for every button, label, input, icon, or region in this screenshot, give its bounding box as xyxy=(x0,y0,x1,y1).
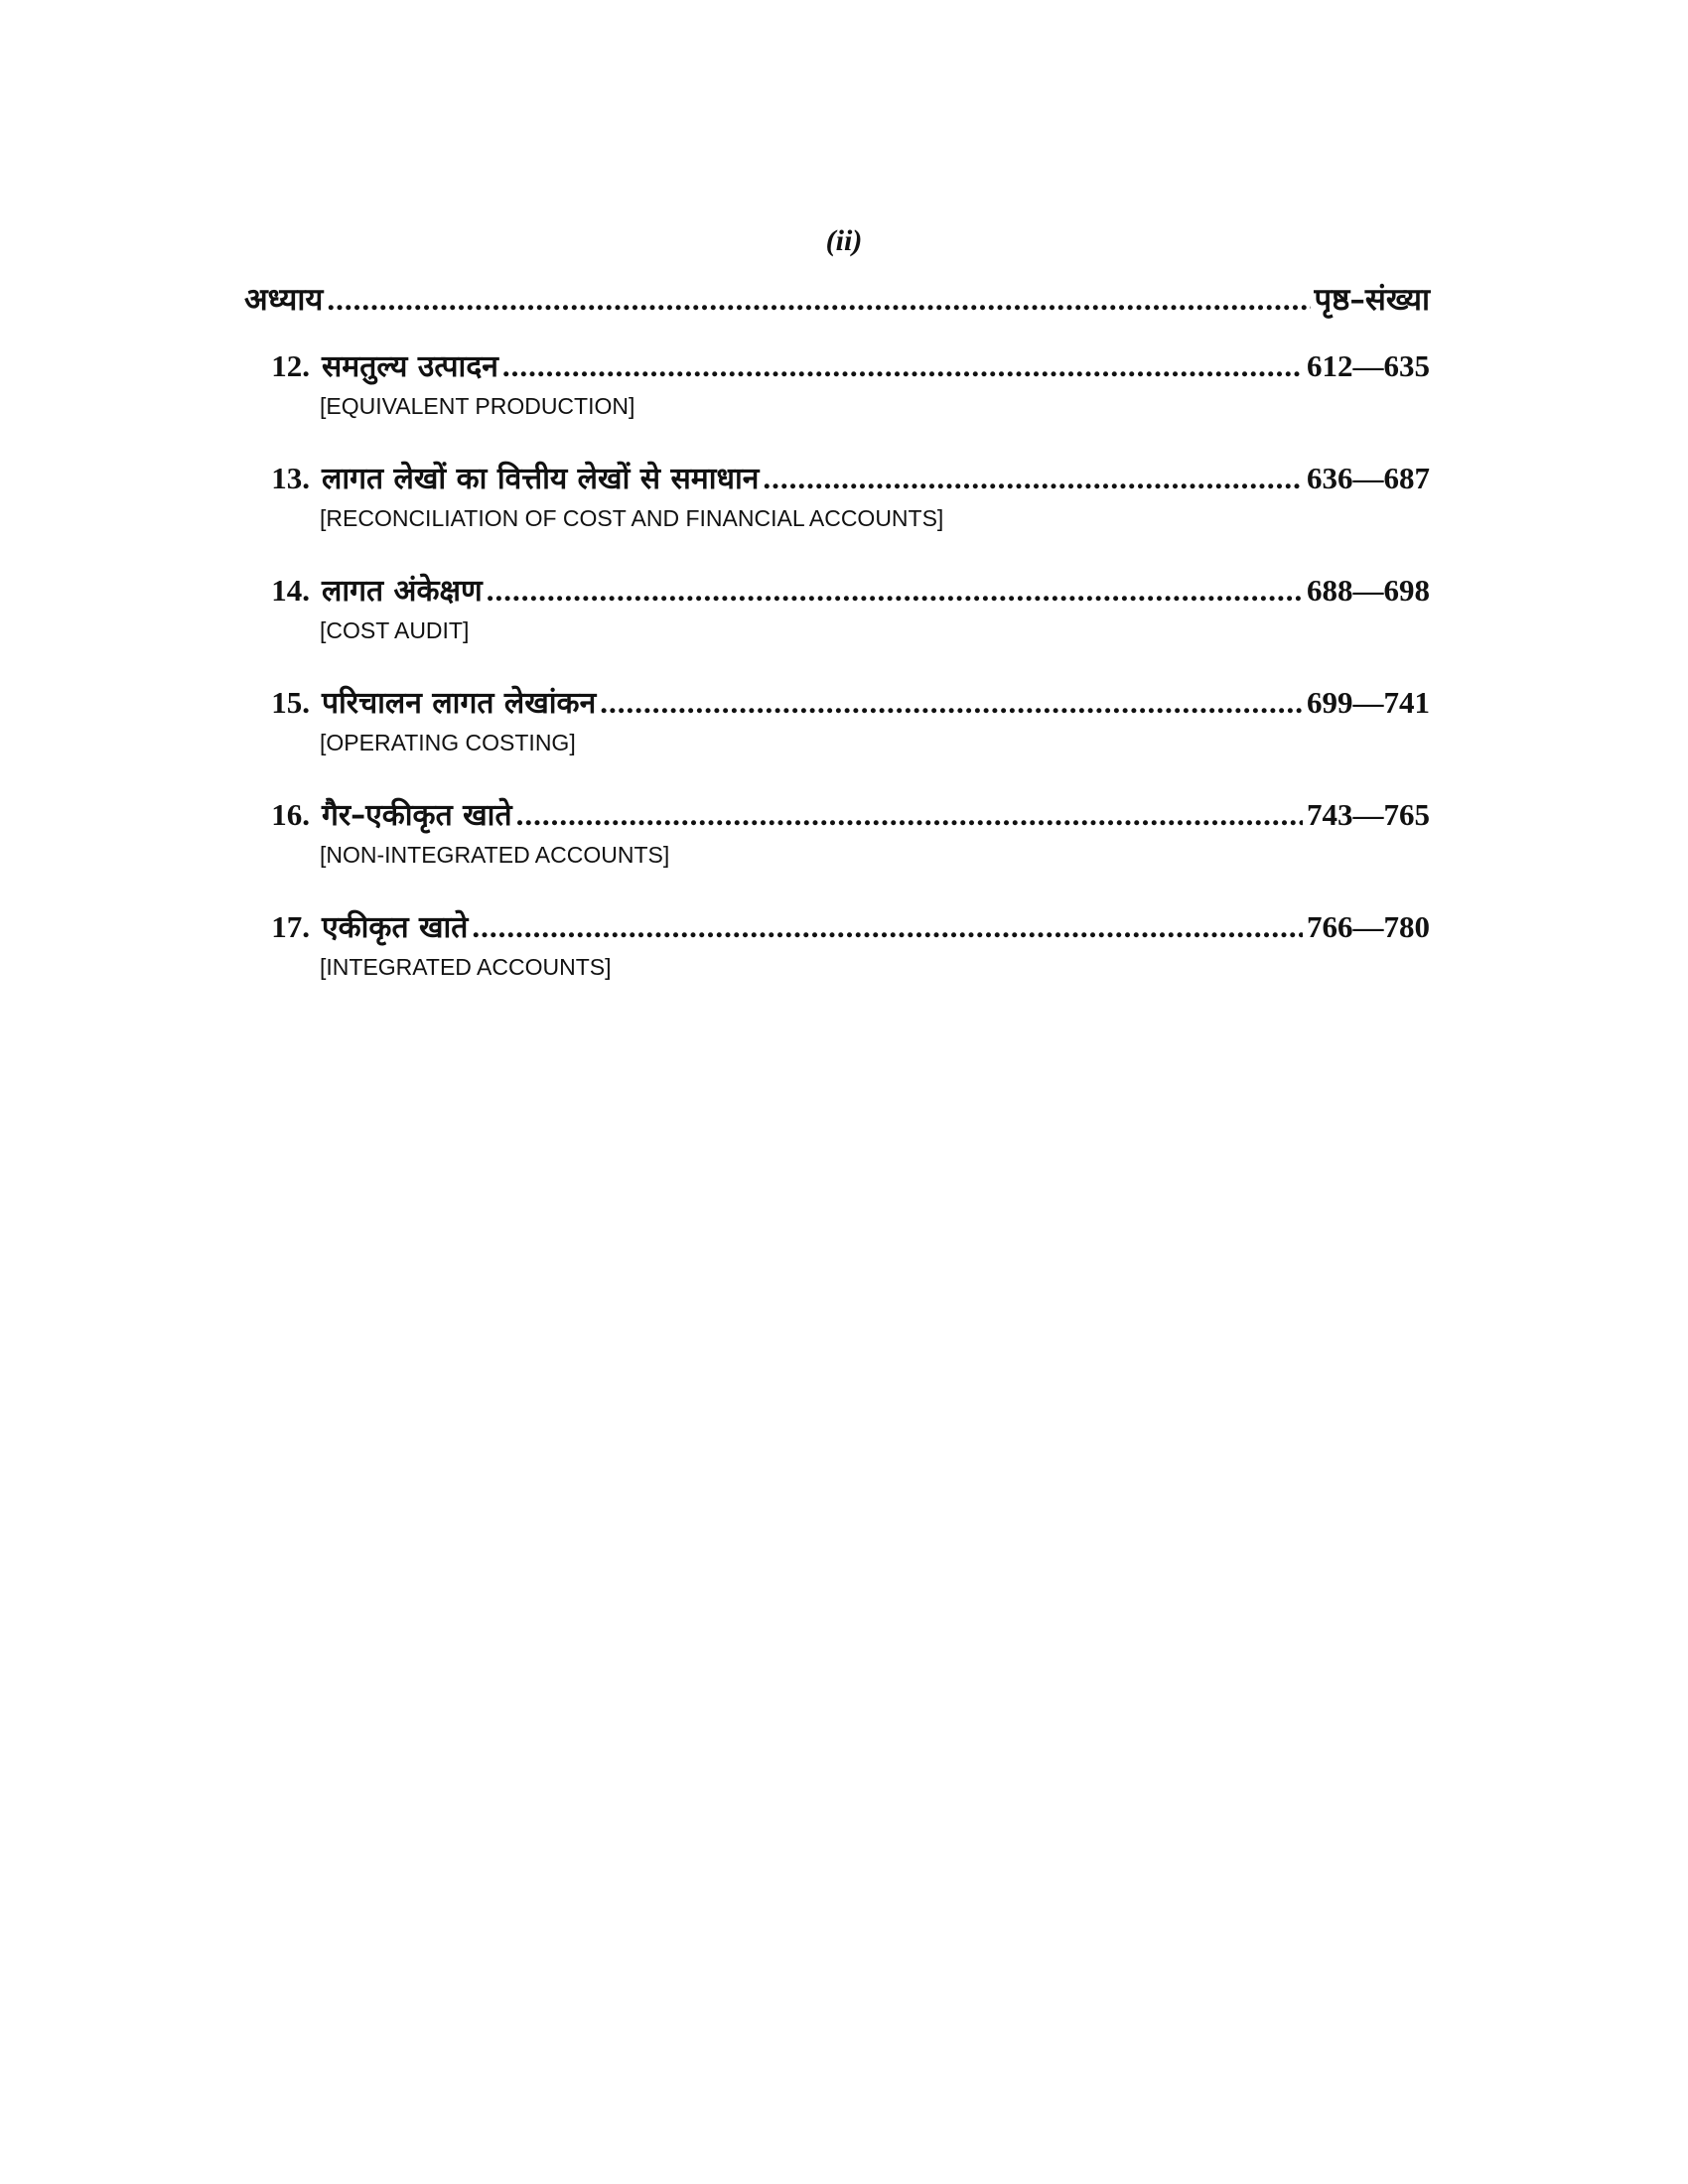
chapter-number: 14. xyxy=(271,573,310,608)
page-range: 688—698 xyxy=(1307,573,1430,608)
page-number: (ii) xyxy=(825,224,863,257)
chapter-number: 13. xyxy=(271,461,310,495)
dot-leader xyxy=(502,343,1303,389)
dot-leader xyxy=(327,270,1310,330)
table-of-contents xyxy=(244,270,1430,1003)
toc-entry-16 xyxy=(244,792,1430,890)
toc-entry-12 xyxy=(244,343,1430,442)
chapter-title: एकीकृत खाते xyxy=(322,910,469,945)
chapter-number: 17. xyxy=(271,909,310,944)
page-range: 699—741 xyxy=(1307,685,1430,720)
chapter-heading: अध्याय xyxy=(244,282,324,318)
page-range: 636—687 xyxy=(1307,461,1430,495)
page-range: 743—765 xyxy=(1307,797,1430,832)
page-range: 766—780 xyxy=(1307,909,1430,944)
chapter-number: 15. xyxy=(271,685,310,720)
chapter-number: 12. xyxy=(271,348,310,383)
chapter-title: परिचालन लागत लेखांकन xyxy=(322,686,597,721)
dot-leader xyxy=(763,456,1303,501)
page-number-heading: पृष्ठ–संख्या xyxy=(1314,282,1430,318)
chapter-english-title: [OPERATING COSTING] xyxy=(320,730,576,755)
chapter-english-title: [COST AUDIT] xyxy=(320,617,470,643)
chapter-english-title: [NON-INTEGRATED ACCOUNTS] xyxy=(320,842,670,868)
toc-entry-14 xyxy=(244,568,1430,666)
toc-entry-13 xyxy=(244,456,1430,554)
toc-entry-15 xyxy=(244,680,1430,778)
toc-header xyxy=(244,270,1430,330)
dot-leader xyxy=(487,568,1303,614)
chapter-number: 16. xyxy=(271,797,310,832)
dot-leader xyxy=(516,792,1303,838)
chapter-title: लागत अंकेक्षण xyxy=(322,574,483,609)
chapter-title: समतुल्य उत्पादन xyxy=(322,349,498,384)
chapter-english-title: [INTEGRATED ACCOUNTS] xyxy=(320,954,612,980)
toc-entry-17 xyxy=(244,904,1430,1003)
dot-leader xyxy=(600,680,1303,726)
dot-leader xyxy=(472,904,1303,950)
page-range: 612—635 xyxy=(1307,348,1430,383)
chapter-english-title: [RECONCILIATION OF COST AND FINANCIAL ACCOUNTS] xyxy=(320,505,944,531)
chapter-english-title: [EQUIVALENT PRODUCTION] xyxy=(320,393,635,419)
chapter-title: लागत लेखों का वित्तीय लेखों से समाधान xyxy=(322,462,760,496)
chapter-title: गैर–एकीकृत खाते xyxy=(322,798,512,833)
